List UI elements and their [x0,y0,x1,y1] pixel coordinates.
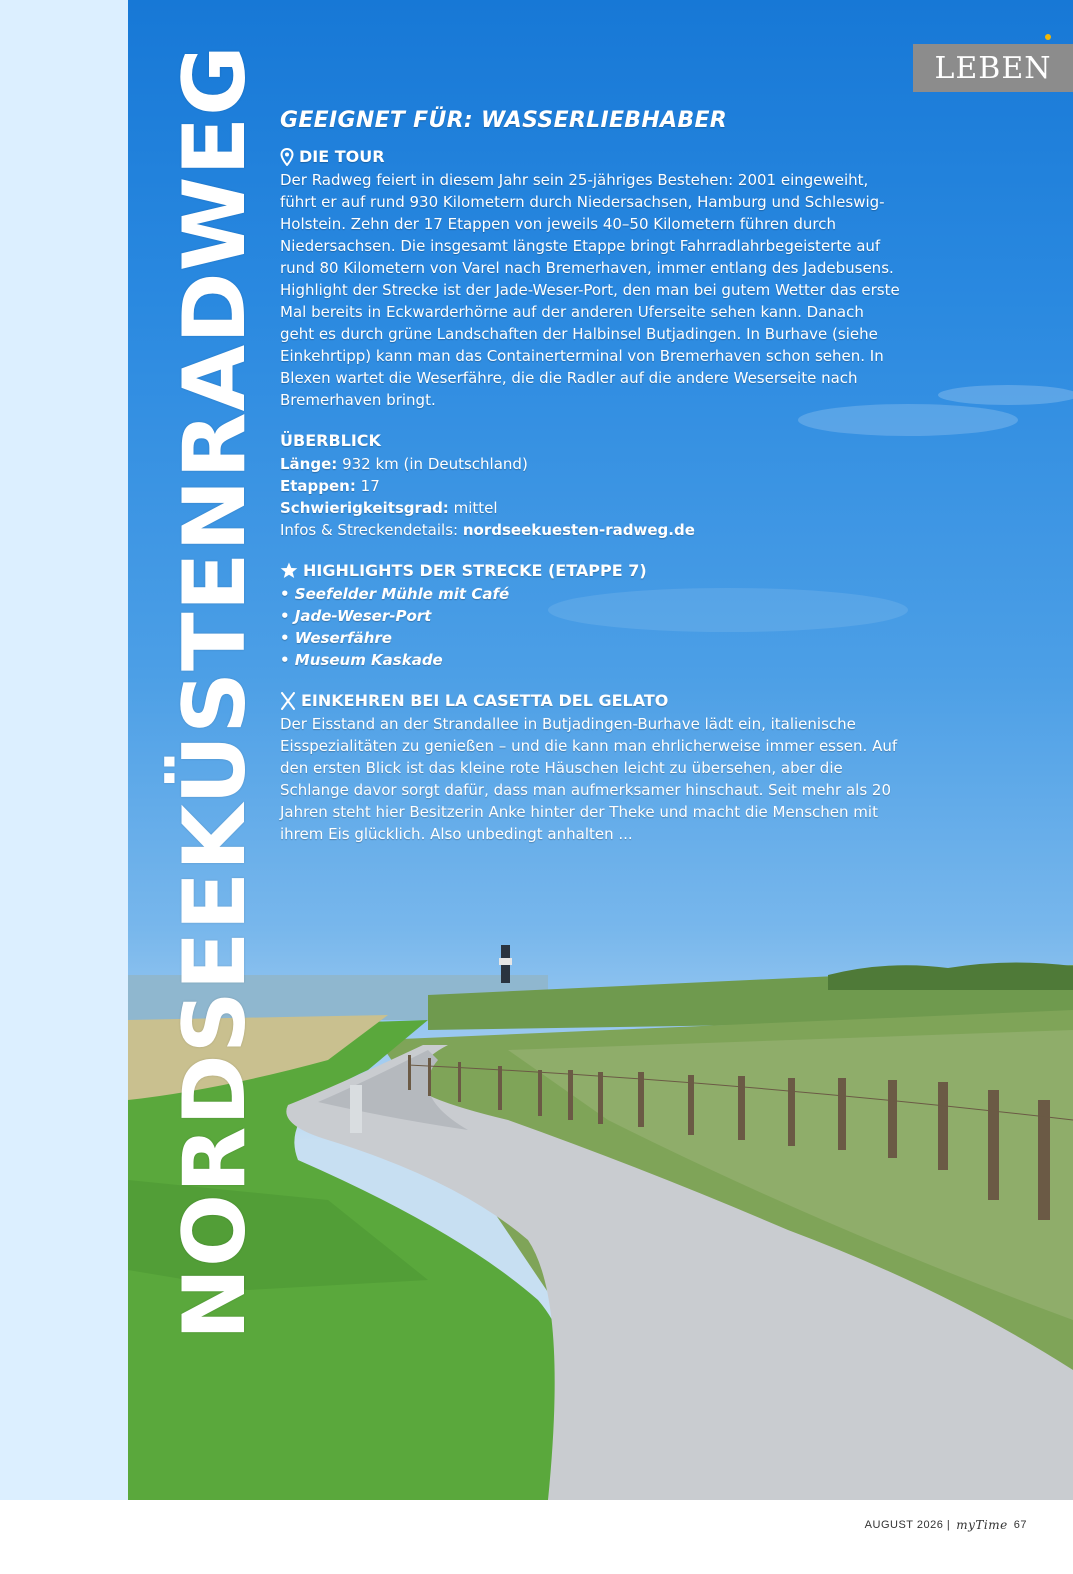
footer-date: AUGUST 2026 | [864,1519,951,1531]
highlight-item: • Weserfähre [280,629,392,647]
article-content [280,108,900,865]
overview-stages: Etappen: 17 [280,477,380,495]
section-badge: LEBEN [913,44,1073,92]
highlight-item: • Museum Kaskade [280,651,443,669]
overview-length: Länge: 932 km (in Deutschland) [280,455,528,473]
highlights-section [280,561,900,671]
overview-section [280,431,900,541]
footer-brand: myTime [956,1518,1008,1532]
stop-heading-text: EINKEHREN BEI LA CASETTA DEL GELATO [301,691,669,710]
info-link[interactable]: nordseekuesten-radweg.de [462,521,695,539]
highlight-item: • Jade-Weser-Port [280,607,432,625]
star-icon [280,562,298,579]
page-footer [865,1518,1027,1532]
tour-heading [280,147,900,166]
location-pin-icon [280,148,294,166]
overview-difficulty: Schwierigkeitsgrad: mittel [280,499,498,517]
page-number: 67 [1013,1519,1027,1531]
stop-heading [280,691,900,710]
highlight-item: • Seefelder Mühle mit Café [280,585,510,603]
stop-section [280,691,900,845]
vertical-title: NORDSEEKÜSTENRADWEG [165,44,265,1340]
tour-heading-text: DIE TOUR [299,147,385,166]
suitable-for-heading: GEEIGNET FÜR: WASSERLIEBHABER [280,108,728,133]
highlights-heading [280,561,900,580]
corner-dot [1045,34,1051,40]
overview-info: Infos & Streckendetails: nordseekuesten-radweg.de [280,521,695,539]
fork-knife-icon [280,692,296,710]
stop-text: Der Eisstand an der Strandallee in Butjadingen-Burhave lädt ein, italienische Eisspezialitäten zu genießen – und die kann man ehrlicherweise immer essen. Auf den ersten Blick ist das kleine rote Häuschen leicht zu übersehen, aber die Schlange davor sorgt dafür, dass man aufmerksamer hinschaut. Seit mehr als 20 Jahren steht hier Besitzerin Anke hinter der Theke und macht die Menschen mit ihrem Eis glücklich. Also unbedingt anhalten ... [280,715,898,843]
tour-text: Der Radweg feiert in diesem Jahr sein 25-jähriges Bestehen: 2001 eingeweiht, führt er auf rund 930 Kilometern durch Niedersachsen, Hamburg und Schleswig-Holstein. Zehn der 17 Etappen von jeweils 40–50 Kilometern führen durch Niedersachsen. Die insgesamt längste Etappe bringt Fahrradlahrbegeisterte auf rund 80 Kilometern von Varel nach Bremerhaven, immer entlang des Jadebusens. Highlight der Strecke ist der Jade-Weser-Port, den man bei gutem Wetter das erste Mal bereits in Eckwarderhörne auf der anderen Uferseite sehen kann. Danach geht es durch grüne Landschaften der Halbinsel Butjadingen. In Burhave (siehe Einkehrtipp) kann man das Containerterminal von Bremerhaven schon sehen. In Blexen wartet die Weserfähre, die die Radler auf die andere Weserseite nach Bremerhaven bringt. [280,171,900,409]
overview-heading: ÜBERBLICK [280,431,381,450]
left-color-strip [0,0,128,1500]
tour-section [280,147,900,411]
highlights-heading-text: HIGHLIGHTS DER STRECKE (ETAPPE 7) [303,561,647,580]
